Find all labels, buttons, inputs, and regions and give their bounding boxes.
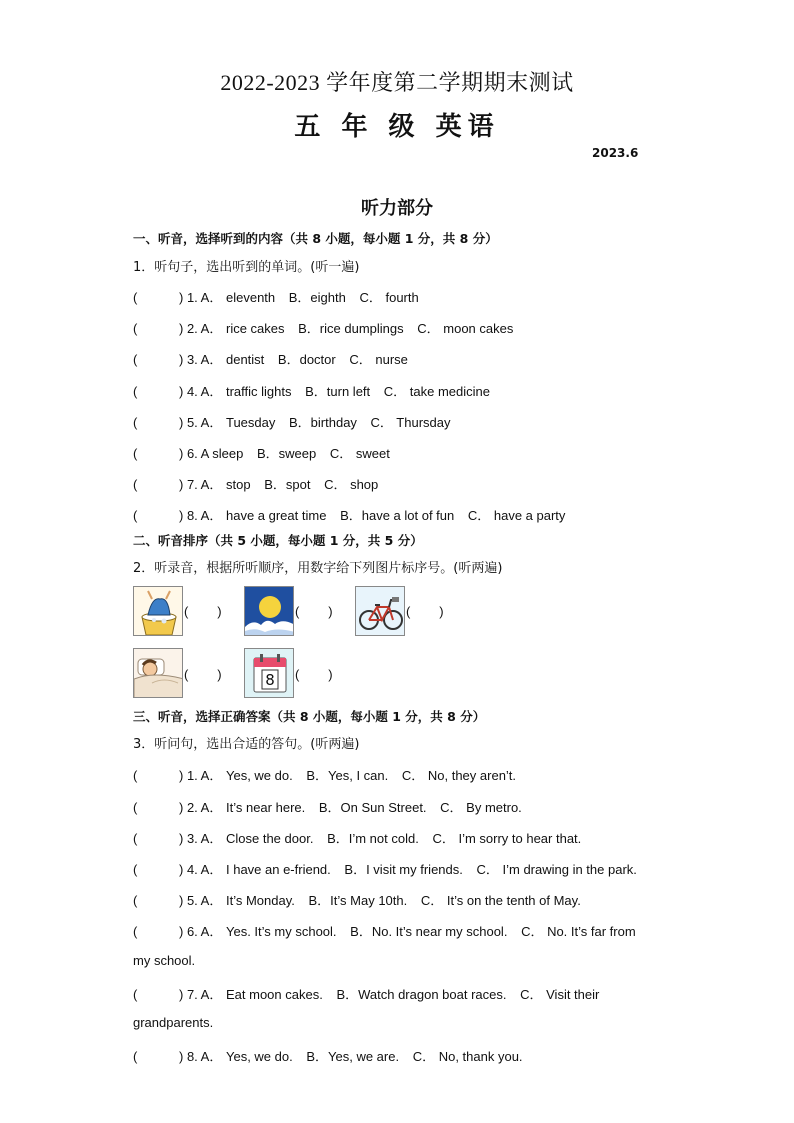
question-row: ( ) 7. A． Eat moon cakes. B．Watch dragon boat races. C． Visit their <box>133 984 609 1003</box>
option-a[interactable]: stop <box>225 477 251 492</box>
order-blank[interactable]: ( ) <box>184 667 222 682</box>
question-row: ( ) 8. A． Yes, we do. B．Yes, we are. C． No, thank you. <box>133 1046 533 1065</box>
option-b[interactable]: B．Yes, we are. <box>306 1049 400 1064</box>
answer-blank[interactable]: ( <box>133 768 138 783</box>
moon-night-picture <box>244 586 294 636</box>
question-row: ( ) 4. A． traffic lights B．turn left C． take medicine <box>133 381 500 400</box>
option-b[interactable]: B．I visit my friends. <box>344 862 463 877</box>
order-blank[interactable]: ( ) <box>406 604 444 619</box>
option-c[interactable]: C． nurse <box>349 352 408 367</box>
answer-blank[interactable]: ( <box>133 800 138 815</box>
question-row: ( ) 2. A． It’s near here. B．On Sun Street. C． By metro. <box>133 797 532 816</box>
question-row: ( ) 1. A． eleventh B．eighth C． fourth <box>133 287 429 306</box>
option-a[interactable]: rice cakes <box>225 321 285 336</box>
option-a[interactable]: Yes, we do. <box>225 768 293 783</box>
option-b[interactable]: B．doctor <box>277 352 336 367</box>
option-b[interactable]: B．Yes, I can. <box>306 768 389 783</box>
question-row: ( ) 6. A sleep B．sweep C． sweet <box>133 443 400 462</box>
question-continuation: grandparents. <box>133 1015 214 1030</box>
option-a[interactable]: sleep <box>212 446 244 461</box>
option-b[interactable]: B．No. It’s near my school. <box>350 924 508 939</box>
option-c[interactable]: C． Visit their <box>520 987 600 1002</box>
exam-title: 2022-2023 学年度第二学期期末测试 <box>220 70 574 95</box>
option-c[interactable]: C． I’m drawing in the park. <box>476 862 637 877</box>
option-c[interactable]: C． No. It’s far from <box>521 924 636 939</box>
option-b[interactable]: B．I’m not cold. <box>327 831 419 846</box>
question-row: ( ) 3. A． Close the door. B．I’m not cold. C． I’m sorry to hear that. <box>133 828 591 847</box>
option-b[interactable]: B．birthday <box>289 415 357 430</box>
option-c[interactable]: C． shop <box>324 477 379 492</box>
answer-blank[interactable]: ( <box>133 831 138 846</box>
option-a[interactable]: Yes, we do. <box>225 1049 293 1064</box>
answer-blank[interactable]: ( <box>133 862 138 877</box>
option-b[interactable]: B．spot <box>264 477 311 492</box>
option-b[interactable]: B．eighth <box>288 290 346 305</box>
question-row: ( ) 4. A． I have an e-friend. B．I visit my friends. C． I’m drawing in the park. <box>133 859 647 878</box>
bicycle-picture <box>355 586 405 636</box>
option-a[interactable]: traffic lights <box>225 384 292 399</box>
option-a[interactable]: Close the door. <box>225 831 314 846</box>
answer-blank[interactable]: ( <box>133 987 138 1002</box>
option-b[interactable]: B．It’s May 10th. <box>308 893 408 908</box>
order-blank[interactable]: ( ) <box>295 667 333 682</box>
exam-date: 2023.6 <box>592 146 639 160</box>
answer-blank[interactable]: ( <box>133 893 138 908</box>
option-c[interactable]: C． By metro. <box>440 800 522 815</box>
order-blank[interactable]: ( ) <box>184 604 222 619</box>
option-c[interactable]: C． It’s on the tenth of May. <box>420 893 581 908</box>
option-b[interactable]: B．turn left <box>305 384 371 399</box>
option-a[interactable]: dentist <box>225 352 265 367</box>
option-b[interactable]: B．On Sun Street. <box>318 800 427 815</box>
option-c[interactable]: C． sweet <box>329 446 390 461</box>
order-blank[interactable]: ( ) <box>295 604 333 619</box>
option-c[interactable]: C． Thursday <box>370 415 451 430</box>
answer-blank[interactable]: ( <box>133 477 138 492</box>
question-row: ( ) 8. A． have a great time B．have a lot of fun C． have a party <box>133 505 575 524</box>
calendar-day: 8 <box>265 671 275 689</box>
part2-heading: 二、听音排序（共 5 小题，每小题 1 分，共 5 分） <box>133 533 423 548</box>
answer-blank[interactable]: ( <box>133 384 138 399</box>
question-continuation: my school. <box>133 953 196 968</box>
option-a[interactable]: I have an e-friend. <box>225 862 331 877</box>
option-b[interactable]: B．rice dumplings <box>298 321 404 336</box>
question-row: ( ) 5. A． It’s Monday. B．It’s May 10th. C． It’s on the tenth of May. <box>133 890 591 909</box>
question-row: ( ) 3. A． dentist B．doctor C． nurse <box>133 349 418 368</box>
option-c[interactable]: C． take medicine <box>383 384 490 399</box>
option-a[interactable]: eleventh <box>225 290 276 305</box>
part1-instruction: 1．听句子，选出听到的单词。(听一遍) <box>133 260 360 275</box>
answer-blank[interactable]: ( <box>133 321 138 336</box>
option-c[interactable]: C． No, thank you. <box>412 1049 523 1064</box>
washing-clothes-picture <box>133 586 183 636</box>
option-c[interactable]: C． moon cakes <box>417 321 514 336</box>
option-b[interactable]: B．sweep <box>256 446 317 461</box>
answer-blank[interactable]: ( <box>133 352 138 367</box>
question-row: ( ) 1. A． Yes, we do. B．Yes, I can. C． No, they aren’t. <box>133 765 526 784</box>
question-row: ( ) 5. A． Tuesday B．birthday C． Thursday <box>133 412 461 431</box>
answer-blank[interactable]: ( <box>133 508 138 523</box>
option-a[interactable]: It’s near here. <box>225 800 306 815</box>
answer-blank[interactable]: ( <box>133 290 138 305</box>
question-row: ( ) 7. A． stop B．spot C． shop <box>133 474 388 493</box>
question-row: ( ) 6. A． Yes. It’s my school. B．No. It’s near my school. C． No. It’s far from <box>133 921 646 940</box>
option-c[interactable]: C． fourth <box>359 290 419 305</box>
part3-instruction: 3．听问句，选出合适的答句。(听两遍) <box>133 737 360 752</box>
calendar-picture <box>244 648 294 698</box>
option-a[interactable]: It’s Monday. <box>225 893 295 908</box>
option-b[interactable]: B．have a lot of fun <box>340 508 455 523</box>
option-c[interactable]: C． I’m sorry to hear that. <box>432 831 582 846</box>
option-a[interactable]: Tuesday <box>225 415 276 430</box>
answer-blank[interactable]: ( <box>133 446 138 461</box>
answer-blank[interactable]: ( <box>133 415 138 430</box>
answer-blank[interactable]: ( <box>133 1049 138 1064</box>
part2-instruction: 2．听录音，根据所听顺序，用数字给下列图片标序号。(听两遍) <box>133 561 503 576</box>
exam-subtitle: 五 年 级 英语 <box>294 112 500 142</box>
answer-blank[interactable]: ( <box>133 924 138 939</box>
sleeping-picture <box>133 648 183 698</box>
section-title: 听力部分 <box>361 198 433 219</box>
option-a[interactable]: Yes. It’s my school. <box>225 924 337 939</box>
option-a[interactable]: Eat moon cakes. <box>225 987 323 1002</box>
part1-heading: 一、听音，选择听到的内容（共 8 小题，每小题 1 分，共 8 分） <box>133 231 498 246</box>
question-row: ( ) 2. A． rice cakes B．rice dumplings C． moon cakes <box>133 318 523 337</box>
part3-heading: 三、听音，选择正确答案（共 8 小题，每小题 1 分，共 8 分） <box>133 709 486 724</box>
option-b[interactable]: B．Watch dragon boat races. <box>336 987 507 1002</box>
option-c[interactable]: C． have a party <box>467 508 566 523</box>
option-c[interactable]: C． No, they aren’t. <box>401 768 517 783</box>
option-a[interactable]: have a great time <box>225 508 327 523</box>
